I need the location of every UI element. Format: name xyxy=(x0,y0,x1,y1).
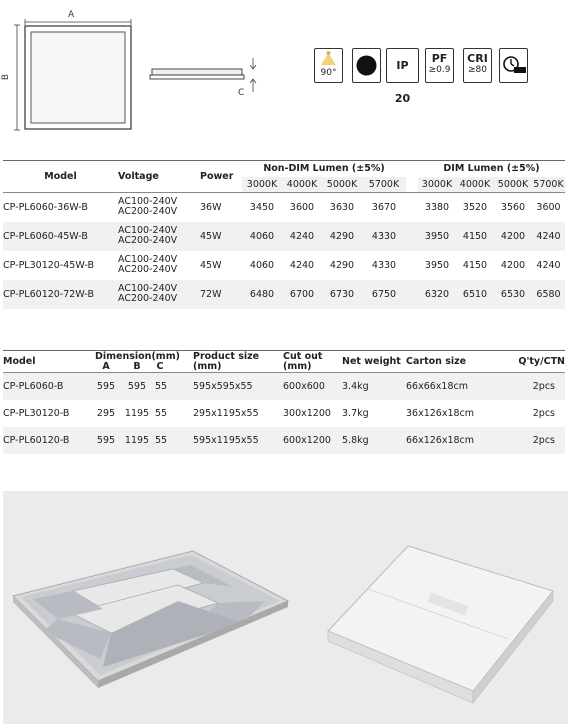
lumen-cell: 4150 xyxy=(462,259,488,271)
header-product-line: Product size xyxy=(193,350,260,362)
model-cell: CP-PL6060-45W-B xyxy=(3,230,88,242)
lumen-cell: 3950 xyxy=(424,230,450,242)
lumen-cell: 6580 xyxy=(536,288,561,300)
lumen-cell: 3520 xyxy=(462,201,488,213)
cutout-cell: 600x1200 xyxy=(283,434,331,446)
lumen-cell: 6320 xyxy=(424,288,450,300)
product-size-cell: 595x1195x55 xyxy=(193,434,259,446)
header-power: Power xyxy=(200,171,234,182)
voltage-line: AC200-240V xyxy=(118,293,178,304)
weight-cell: 5.8kg xyxy=(342,434,369,446)
voltage-cell xyxy=(118,280,200,309)
lumen-cell: 4330 xyxy=(371,230,397,242)
lumen-cell: 3600 xyxy=(536,201,561,213)
dim-a-cell: 295 xyxy=(96,407,116,419)
table-row xyxy=(3,373,565,400)
lumen-cell: 4240 xyxy=(536,259,561,271)
dim-b-cell: 595 xyxy=(127,380,147,392)
lumen-cell: 4200 xyxy=(500,230,526,242)
flat-panel-photo xyxy=(308,491,568,724)
dimmable-icon xyxy=(352,48,381,83)
dim-b-cell: 1195 xyxy=(124,434,150,446)
product-size-cell: 295x1195x55 xyxy=(193,407,259,419)
lumen-cell: 4240 xyxy=(289,230,315,242)
dim-a-cell: 595 xyxy=(96,434,116,446)
power-factor-icon xyxy=(425,48,454,83)
table-row xyxy=(3,400,565,427)
carton-cell: 36x126x18cm xyxy=(406,407,475,419)
lumen-cell: 4150 xyxy=(462,230,488,242)
table-row xyxy=(3,222,565,251)
beam-angle-icon xyxy=(314,48,343,83)
cct-header: 4000K xyxy=(286,178,318,190)
lumen-cell: 3950 xyxy=(424,259,450,271)
header-nondim-lumen: Non-DIM Lumen (±5%) xyxy=(263,163,385,175)
dimension-label-b: B xyxy=(1,73,12,81)
table-row xyxy=(3,280,565,309)
header-dim-lumen: DIM Lumen (±5%) xyxy=(443,163,540,175)
ip-rating-icon xyxy=(386,48,419,105)
dim-c-cell: 55 xyxy=(155,407,168,419)
table-row xyxy=(3,251,565,280)
header-dimension xyxy=(91,351,193,373)
cct-header: 3000K xyxy=(421,178,453,190)
power-cell: 45W xyxy=(200,259,222,271)
model-cell: CP-PL60120-B xyxy=(3,434,70,446)
table-row xyxy=(3,427,565,454)
lumen-cell: 6750 xyxy=(371,288,397,300)
dim-b-cell: 1195 xyxy=(124,407,150,419)
model-cell: CP-PL6060-36W-B xyxy=(3,201,88,213)
lumen-cell: 4290 xyxy=(329,230,355,242)
cri-icon xyxy=(463,48,492,83)
voltage-line: AC100-240V xyxy=(118,254,178,265)
dimension-label-c: C xyxy=(238,88,245,98)
voltage-cell xyxy=(118,193,200,222)
weight-cell: 3.7kg xyxy=(342,407,369,419)
model-cell: CP-PL6060-B xyxy=(3,380,64,392)
qty-cell: 2pcs xyxy=(532,407,555,419)
lumen-cell: 6510 xyxy=(462,288,488,300)
header-voltage: Voltage xyxy=(118,171,159,182)
lumen-cell: 3560 xyxy=(500,201,526,213)
grille-panel-photo xyxy=(3,491,303,724)
model-cell: CP-PL60120-72W-B xyxy=(3,288,94,300)
voltage-cell xyxy=(118,251,200,280)
lumen-cell: 6700 xyxy=(289,288,315,300)
cutout-cell: 600x600 xyxy=(283,380,325,392)
dim-a-cell: 595 xyxy=(96,380,116,392)
lumen-cell: 4200 xyxy=(500,259,526,271)
lumen-cell: 4240 xyxy=(289,259,315,271)
header-net-weight: Net weight xyxy=(342,356,401,367)
lumen-cell: 4330 xyxy=(371,259,397,271)
voltage-line: AC100-240V xyxy=(118,225,178,236)
beam-angle-value: 90° xyxy=(320,68,337,78)
lumen-cell: 3380 xyxy=(424,201,450,213)
lumen-cell: 4290 xyxy=(329,259,355,271)
pf-label: PF xyxy=(431,52,448,65)
lumen-cell: 6730 xyxy=(329,288,355,300)
cct-header: 5700K xyxy=(368,178,400,190)
qty-cell: 2pcs xyxy=(532,434,555,446)
header-carton-size: Carton size xyxy=(406,356,467,367)
power-cell: 36W xyxy=(200,201,222,213)
panel-front-drawing xyxy=(0,0,270,140)
dim-c-cell: 55 xyxy=(155,434,168,446)
lumen-cell: 6480 xyxy=(249,288,275,300)
lumen-cell: 4240 xyxy=(536,230,561,242)
cutout-cell: 300x1200 xyxy=(283,407,331,419)
voltage-line: AC100-240V xyxy=(118,283,178,294)
lumen-cell: 3450 xyxy=(249,201,275,213)
lumen-cell: 4060 xyxy=(249,259,275,271)
voltage-line: AC200-240V xyxy=(118,264,178,275)
header-model: Model xyxy=(44,171,77,182)
lumen-cell: 4060 xyxy=(249,230,275,242)
carton-cell: 66x66x18cm xyxy=(406,380,468,392)
dimension-label-a: A xyxy=(68,10,75,20)
dimension-spec-table xyxy=(3,350,565,454)
voltage-cell xyxy=(118,222,200,251)
cct-header: 4000K xyxy=(459,178,491,190)
dim-b-label: B xyxy=(133,360,141,372)
product-photo-strip xyxy=(3,491,568,724)
ip-rating-value: IP 20 xyxy=(394,59,411,105)
model-cell: CP-PL30120-B xyxy=(3,407,70,419)
lumen-cell: 6530 xyxy=(500,288,526,300)
cct-header: 5000K xyxy=(326,178,358,190)
header-cutout-line: (mm) xyxy=(283,360,312,372)
table-row xyxy=(3,193,565,222)
cct-header: 5700K xyxy=(533,178,564,190)
qty-cell: 2pcs xyxy=(532,380,555,392)
pf-value: ≥0.9 xyxy=(428,65,451,75)
header-product-size xyxy=(193,351,283,373)
header-cutout-line: Cut out xyxy=(283,350,323,362)
product-size-cell: 595x595x55 xyxy=(193,380,253,392)
voltage-line: AC100-240V xyxy=(118,196,178,208)
dim-c-cell: 55 xyxy=(155,380,168,392)
carton-cell: 66x126x18cm xyxy=(406,434,475,446)
cri-value: ≥80 xyxy=(468,65,487,75)
model-cell: CP-PL30120-45W-B xyxy=(3,259,94,271)
voltage-line: AC200-240V xyxy=(118,206,178,218)
lumen-spec-table xyxy=(3,160,565,309)
header-qty: Q'ty/CTN xyxy=(518,356,565,367)
lumen-cell: 3600 xyxy=(289,201,315,213)
dim-a-label: A xyxy=(102,360,110,372)
dimension-title: Dimension(mm) xyxy=(95,350,180,362)
voltage-line: AC200-240V xyxy=(118,235,178,246)
header-cutout xyxy=(283,351,342,373)
dim-c-label: C xyxy=(156,360,164,372)
cct-header: 5000K xyxy=(497,178,529,190)
power-cell: 72W xyxy=(200,288,222,300)
cct-header: 3000K xyxy=(246,178,278,190)
weight-cell: 3.4kg xyxy=(342,380,369,392)
lifetime-clock-icon xyxy=(499,48,528,83)
power-cell: 45W xyxy=(200,230,222,242)
header-model: Model xyxy=(3,356,36,367)
lumen-cell: 3630 xyxy=(329,201,355,213)
header-product-line: (mm) xyxy=(193,360,222,372)
cri-label: CRI xyxy=(467,52,488,65)
lumen-cell: 3670 xyxy=(371,201,397,213)
